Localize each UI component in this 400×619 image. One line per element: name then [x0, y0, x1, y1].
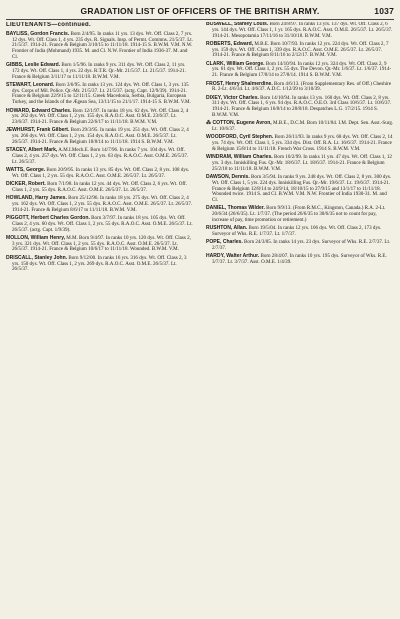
officer-entry — [6, 109, 194, 126]
officer-record: Born 3/5/94. In ranks 9 yrs. 248 dys. Wt. Off. Class 2, 8 yrs. 300 dys. Wt. Off. Class 1, 5 yrs. 224 dys. Inniskilling Fus. Qr.-Mr. 19/6/37. Lt. 19/6/37. 1914-21. France & Belgium 12/8/14 to 24/9/14, 18/10/15 to 27/9/15 and 13/1/17 to 11/11/18. Wounded twice. 1914 S. and Cl. B.W.M. V.M. N.W. Frontier of India 1930-31. M. and Cl. — [212, 174, 392, 203]
officer-entry — [206, 240, 394, 252]
officer-name: DANIEL, Thomas Wilder. — [206, 205, 265, 212]
officer-entry — [6, 168, 194, 180]
officer-record: Born 14/10/94. In ranks 13 yrs. 160 dys. Wt. Off. Class 2, 8 yrs. 311 dys. Wt. Off. Class 1, 6 yrs. 94 dys. R.A.O.C. O.E.O. 3rd Class 10/6/37. Lt. 10/6/37. 1914-21. France & Belgium 16/8/14 to 28/8/18. Despatches L.G. 17/2/15. 1914 S. B.W.M. V.M. — [212, 94, 392, 118]
officer-name: ⁂ COTTON, Eugene Avron, — [206, 120, 272, 127]
officer-name: DIXEY, Victor Charles. — [206, 94, 259, 101]
right-column — [206, 22, 394, 617]
officer-record: Born 9/12/00. In ranks 16 yrs. 316 dys. Wt. Off. Class 2, 3 yrs. 150 dys. Wt. Off. Class 1, 2 yrs. 269 dys. R.A.O.C. Asst. O.M.E. 26/5/37. Lt. 26/5/37. — [12, 254, 187, 273]
officer-record: Born 20/9/95. In ranks 13 yrs. 85 dys. Wt. Off. Class 2, 8 yrs. 108 dys. Wt. Off. Class 1, 2 yrs. 55 dys. R.A.O.C. Asst. O.M.E. 26/5/37. Lt. 26/5/37. — [12, 167, 190, 179]
officer-name: HARDY, Walter Arthur. — [206, 253, 260, 260]
officer-record: Born 3/7/97. In ranks 18 yrs. 105 dys. Wt. Off. Class 2, 4 yrs. 60 dys. Wt. Off. Class 1, 2 yrs. 55 dys. R.A.O.C. Asst. O.M.E. 26/5/37. Lt. 26/5/37. (actg. Capt. 1/9/39). — [12, 215, 193, 233]
officer-record: M.M. Born 9/4/97. In ranks 10 yrs. 120 dys. Wt. Off. Class 2, 3 yrs. 321 dys. Wt. Off. Class 1, 2 yrs. 55 dys. R.A.O.C. Asst. O.M.E. 26/5/37. Lt. 26/5/37. 1914-21. France & Belgium 10/6/17 to 11/11/18. Wounded. B.W.M. V.M. — [12, 234, 191, 253]
page-header — [6, 4, 394, 18]
officer-record: Born 14/10/94. In ranks 12 yrs. 324 dys. Wt. Off. Class 2, 9 yrs. 61 dys. Wt. Off. Class 1, 2 yrs. 55 dys. The Devon. Qr.-Mr. 1/6/37. Lt. 1/6/37. 1914-21. France & Belgium 17/8/14 to 27/8/14. 1914 S. B.W.M. V.M. — [212, 60, 392, 79]
officer-name: DAWSON, Dennis. — [206, 174, 250, 180]
officer-name: HOWARD, Edward Charles. — [6, 107, 72, 114]
officer-name: DICKER, Robert. — [6, 181, 46, 188]
officer-entry — [6, 236, 194, 253]
officer-record: Born 29/3/95. In ranks 19 yrs. 251 dys. Wt. Off. Class 2, 4 yrs. 266 dys. Wt. Off. Class 1, 2 yrs. 154 dys. R.A.O.C. Asst. O.M.E. 26/5/37. Lt. 26/5/37. 1914-21. France & Belgium 18/8/14 to 11/11/18. 1914 S. B.W.M. V.M. — [12, 127, 189, 145]
officer-name: STACEY, Albert Mark, — [6, 147, 58, 154]
officer-name: CLARK, William George. — [206, 60, 265, 67]
officer-record: Born 1/5/96. In ranks 9 yrs. 311 dys. Wt. Off. Class 2, 11 yrs. 172 dys. Wt. Off. Class 1, 4 yrs. 22 dys. R.T.R. Qr.-Mr. 21/5/37. Lt. 21/5/37. 1914-21. France & Belgium 3/11/17 to 11/11/18. B.W.M. V.M. — [12, 62, 186, 80]
officer-name: ROBERTS, Edward, — [206, 40, 254, 47]
officer-record: Born 10/2/99. In ranks 11 yrs. 47 dys. Wt. Off. Class 1, 12 yrs. 3 dys. Inniskilling Fus. Qr.-Mr. 18/6/37. Lt. 18/6/37. 1914-21. France & Belgium 25/2/18 to 11/11/18. B.W.M. V.M. — [212, 154, 392, 172]
officer-name: DRISCALL, Stanley John. — [6, 254, 68, 261]
officer-record: Born 7/1/98. In ranks 12 yrs. 44 dys. Wt. Off. Class 2, 6 yrs. Wt. Off. Class 1, 2 yrs. 55 dys. R.A.O.C. Asst. O.M.E. 26/5/37. Lt. 26/5/37. — [12, 181, 187, 193]
officer-entry — [6, 256, 194, 273]
officer-name: WOODFORD, Cyril Stephen. — [206, 134, 274, 141]
section-heading: LIEUTENANTS—continued. — [6, 22, 91, 28]
officer-record: Born 26/11/93. In ranks 9 yrs. 68 dys. Wt. Off. Class 2, 14 yrs. 74 dys. Wt. Off. Class 1, 5 yrs. 334 dys. Dist. Off. R.A. Lt. 16/6/37. 1914-21. France & Belgium 15/8/14 to 11/11/18. French War Cross. 1914 S. B.W.M. V.M. — [212, 134, 393, 152]
officer-entry — [206, 155, 394, 172]
officer-record: Born 24/3/05. In ranks 14 yrs. 23 dys. Surveyor of Wks. R.E. 2/7/37. Lt. 2/7/37. — [212, 239, 391, 252]
officer-record: M.B.E., D.C.M. Born 10/11/84. I.M. Dept. Sen. Asst.-Surg. Lt. 10/6/37. — [212, 120, 394, 132]
officer-record: Born 2/4/95. In ranks 11 yrs. 13 dys. Wt. Off. Class 2, 7 yrs. 12 dys. Wt. Off. Class 1, 4 yrs. 235 dys. R. Signals. Insp. of Permt. Commns. 21/5/37. Lt. 21/5/37. 1914-21. France & Belgium 3/10/15 to 11/11/18. 1914-15 S. B.W.M. V.M. N.W. Frontier of India (Mohmand) 1935. M. and Cl. N.W. Frontier of India 1936-37. M. and Cl. — [12, 30, 193, 60]
officer-entry — [6, 32, 194, 61]
officer-entry — [6, 148, 194, 165]
officer-record: A.M.I.Mech.E. Born 14/7/96. In ranks 7 yrs. 104 dys. Wt. Off. Class 2, 4 yrs. 257 dys. Wt. Off. Class 1, 2 yrs. 63 dys. R.A.O.C. Asst. O.M.E. 26/5/37. Lt. 26/5/37. — [12, 147, 189, 165]
page-title: GRADATION LIST OF OFFICERS OF THE BRITISH ARMY. — [80, 6, 320, 16]
officer-record: Born 12/1/97. In ranks 18 yrs. 62 dys. Wt. Off. Class 2, 4 yrs. 262 dys. Wt. Off. Class 1, 2 yrs. 155 dys. R.A.O.C. Asst. O.M.E. 23/6/37. Lt. 23/6/37. 1914-21. France & Belgium 22/6/17 to 11/11/18. B.W.M. V.M. — [12, 107, 189, 126]
officer-entry — [206, 42, 394, 59]
officer-name: GIBBS, Leslie Edward. — [6, 62, 61, 69]
officer-name: POPE, Charles. — [206, 239, 243, 246]
officer-record: M.B.E. Born 10/7/93. In ranks 12 yrs. 224 dys. Wt. Off. Class 2, 7 yrs. 159 dys. Wt. Off. Class 1, 339 dys. R.A.O.C. Asst. O.M.E. 26/5/37. Lt. 26/5/37. 1914-21. France & Belgium 8/11/16 to 2/12/17. B.W.M. V.M. — [212, 40, 389, 59]
officer-entry — [206, 22, 394, 39]
officer-entry — [6, 128, 194, 145]
officer-name: MOLLON, William Henry, — [6, 234, 66, 241]
officer-entry — [206, 226, 394, 238]
officer-record: Born 19/5/04. In ranks 12 yrs. 106 dys. Wt. Off. Class 2, 173 dys. Surveyor of Wks. R.E. 1/7/37. Lt. 1/7/37. — [212, 225, 382, 237]
officer-record: Born 28/4/07. In ranks 10 yrs. 195 dys. Surveyor of Wks. R.E. 3/7/37. Lt. 3/7/37. Asst. O.M.E. 1/4/39. — [212, 253, 387, 266]
officer-entry — [206, 62, 394, 79]
officer-entry — [206, 206, 394, 223]
officer-name: RUSHTON, Allan. — [206, 225, 248, 232]
officer-entry — [206, 121, 394, 133]
officer-entry — [206, 175, 394, 204]
officer-entry — [6, 63, 194, 80]
officer-entry — [6, 196, 194, 213]
officer-entry — [6, 182, 194, 194]
officer-entry — [206, 135, 394, 152]
officer-entry — [206, 82, 394, 94]
officer-entry — [206, 254, 394, 266]
officer-name: PIGGOTT, Herbert Charles Gordon. — [6, 215, 90, 222]
header-rule — [6, 19, 394, 20]
officer-record: Born 9/9/13. (From R.M.C., Kingston, Canada.) R.A. 2-Lt. 20/6/34 (26/6/35). Lt. 1/7/37. (The period 26/6/35 to 30/6/35 not to count for pay, increase of pay, time promotion or retirement.) — [212, 205, 386, 223]
officer-name: HOWLAND, Harry James. — [6, 195, 67, 202]
officer-entry — [6, 216, 194, 233]
officer-record: Born 3/6/95. In ranks 13 yrs. 124 dys. Wt. Off. Class 1, 3 yrs. 135 dys. Corps of Mil. Police. Qr.-Mr. 21/5/37. Lt. 21/5/37. (actg. Capt. 12/9/39). 1914-21. France & Belgium 22/9/15 to 12/11/15. Greek Macedonia, Serbia, Bulgaria, European Turkey, and the Islands of the Ægean Sea, 13/11/15 to 21/1/17. 1914-15 S. B.W.M. V.M. — [12, 81, 191, 106]
officer-name: WATTS, George. — [6, 167, 46, 174]
officer-name: FROST, Henry Shalmerdine. — [206, 80, 273, 87]
officer-name: WINDRAM, William Charles. — [206, 154, 273, 161]
officer-name: BAYLISS, Gordon Francis. — [6, 30, 70, 37]
officer-name: BOSWELL, Stanley Louis. — [206, 22, 269, 27]
officer-record: Born 25/12/96. In ranks 18 yrs. 275 dys. Wt. Off. Class 2, 4 yrs. 162 dys. Wt. Off. Class 1, 2 yrs. 55 dys. R.A.O.C. Asst. O.M.E. 26/5/37. Lt. 26/5/37. 1914-21. France & Belgium 8/6/17 to 11/11/18. B.W.M. V.M. — [12, 195, 193, 213]
page-number: 1037 — [374, 6, 394, 16]
officer-entry — [206, 96, 394, 119]
left-column — [6, 22, 194, 617]
officer-record: Born 4/6/13. (From Supplementary Res. of Off.) Cheshire R. 2-Lt. 4/6/34. Lt. 4/6/37. A.D.C. 1/12/39 to 3/10/39. — [212, 80, 392, 93]
officer-record: Born 24/8/97. In ranks 13 yrs. 137 dys. Wt. Off. Class 2, 6 yrs. 144 dys. Wt. Off. Class 1, 1 yr. 165 dys. R.A.O.C. Asst. O.M.E. 26/5/37. Lt. 26/5/37. 1914-21. Mesopotamia 17/11/16 to 31/10/18. B.W.M. V.M. — [212, 22, 393, 39]
officer-name: STEWART, Leonard. — [6, 81, 55, 88]
officer-entry — [6, 83, 194, 106]
officer-name: JEWHURST, Frank Gilbert. — [6, 127, 70, 134]
